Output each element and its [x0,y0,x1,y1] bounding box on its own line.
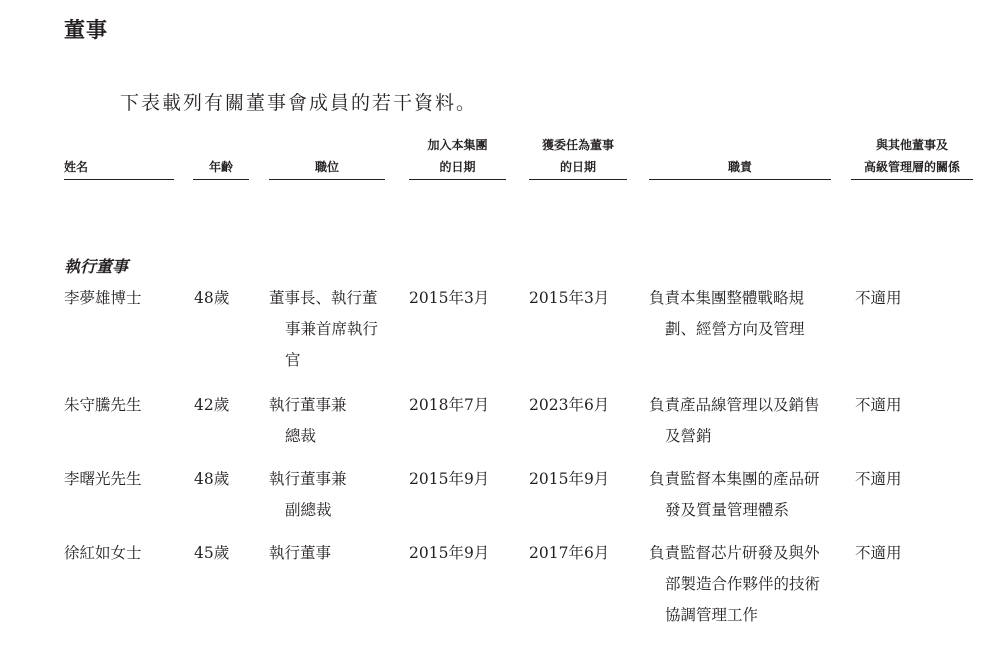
header-duties: 職責 [649,156,831,180]
header-appoint-date: 獲委任為董事 的日期 [529,134,627,180]
cell-join-date: 2015年9月 [409,470,490,488]
section-executive-directors: 執行董事 [64,257,129,276]
cell-appoint-date: 2017年6月 [529,544,610,562]
header-age: 年齡 [193,156,249,180]
cell-age: 45歲 [194,544,230,562]
cell-join-date: 2018年7月 [409,396,490,414]
header-join-date: 加入本集團 的日期 [409,134,506,180]
cell-appoint-date: 2023年6月 [529,396,610,414]
intro-paragraph: 下表載列有關董事會成員的若干資料。 [120,92,478,114]
cell-join-date: 2015年9月 [409,544,490,562]
cell-age: 48歲 [194,289,230,307]
header-position: 職位 [269,156,385,180]
cell-position: 執行董事兼 副總裁 [269,470,347,519]
cell-relation: 不適用 [855,470,902,488]
cell-name: 李曙光先生 [64,470,142,488]
cell-position: 執行董事 [269,544,332,562]
cell-age: 48歲 [194,470,230,488]
cell-duties: 負責監督芯片研發及與外 部製造合作夥伴的技術 協調管理工作 [649,544,821,624]
cell-relation: 不適用 [855,544,902,562]
header-name: 姓名 [64,156,174,180]
page-title: 董事 [64,18,108,42]
cell-duties: 負責監督本集團的產品研 發及質量管理體系 [649,470,820,519]
cell-name: 徐紅如女士 [64,544,142,562]
cell-name: 李夢雄博士 [64,289,142,307]
cell-relation: 不適用 [855,396,902,414]
cell-join-date: 2015年3月 [409,289,490,307]
cell-age: 42歲 [194,396,230,414]
cell-name: 朱守騰先生 [64,396,142,414]
cell-duties: 負責產品線管理以及銷售 及營銷 [649,396,820,445]
cell-appoint-date: 2015年3月 [529,289,610,307]
cell-position: 董事長、執行董 事兼首席執行 官 [269,289,379,369]
cell-position: 執行董事兼 總裁 [269,396,347,445]
cell-appoint-date: 2015年9月 [529,470,610,488]
header-relation: 與其他董事及 高級管理層的關係 [851,134,973,180]
cell-duties: 負責本集團整體戰略規 劃、經營方向及管理 [649,289,805,338]
cell-relation: 不適用 [855,289,902,307]
